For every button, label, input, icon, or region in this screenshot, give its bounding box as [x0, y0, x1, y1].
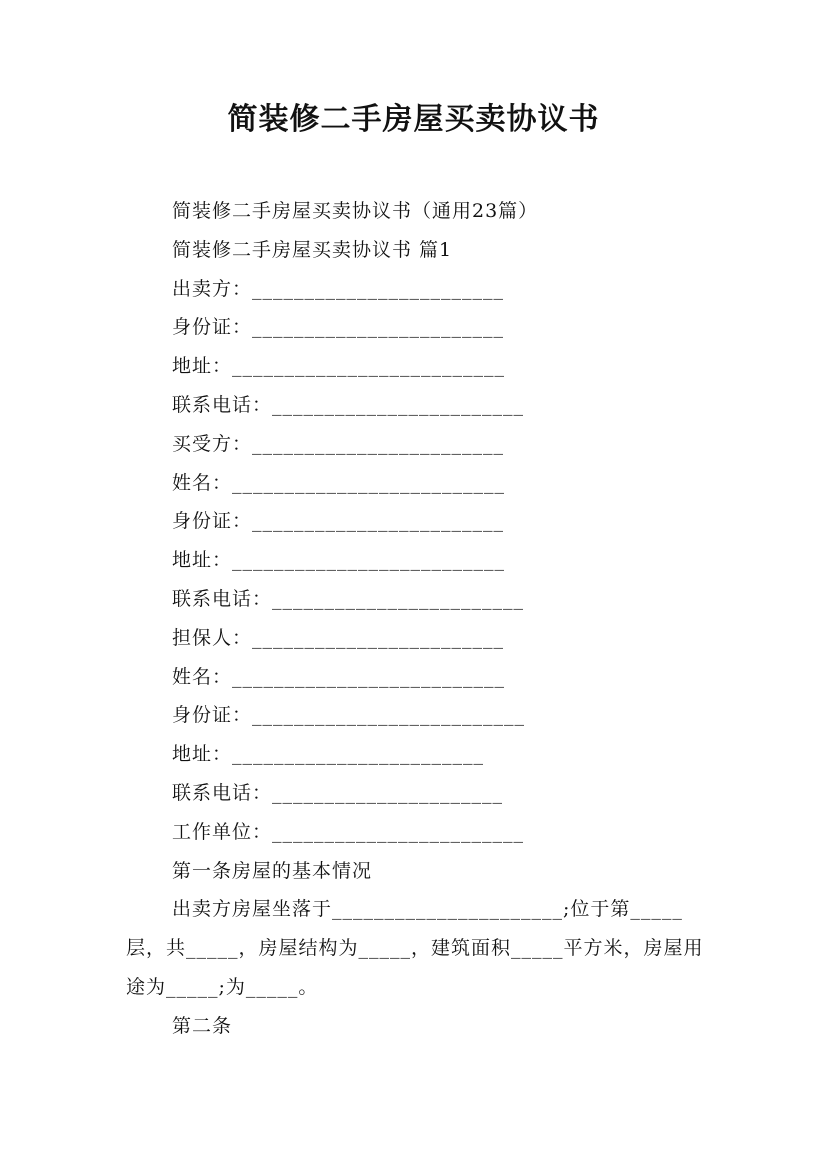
guarantor-name-line: 姓名：__________________________ [172, 665, 506, 688]
buyer-id-line: 身份证：________________________ [172, 510, 505, 533]
guarantor-label-line: 担保人：________________________ [172, 626, 505, 649]
seller-phone-line: 联系电话：________________________ [172, 393, 525, 416]
buyer-phone-line: 联系电话：________________________ [172, 587, 525, 610]
seller-address-line: 地址：__________________________ [172, 355, 506, 378]
article-two-heading: 第二条 [172, 1014, 233, 1037]
document-title: 简装修二手房屋买卖协议书 [227, 102, 600, 137]
seller-id-line: 身份证：________________________ [172, 316, 505, 339]
guarantor-phone-line: 联系电话：______________________ [172, 781, 504, 804]
document-body [126, 192, 716, 1046]
buyer-address-line: 地址：__________________________ [172, 549, 506, 572]
buyer-name-line: 姓名：__________________________ [172, 471, 506, 494]
body-line: 简装修二手房屋买卖协议书 篇1 [172, 238, 453, 261]
body-line: 简装修二手房屋买卖协议书（通用23篇） [172, 200, 539, 222]
guarantor-employer-line: 工作单位：________________________ [172, 820, 525, 843]
buyer-label-line: 买受方：________________________ [172, 432, 505, 455]
article-one-paragraph: 出卖方房屋坐落于______________________;位于第_____层，共_____，房屋结构为_____，建筑面积_____平方米，房屋用途为_____;为_____。 [126, 898, 704, 998]
guarantor-address-line: 地址：________________________ [172, 743, 485, 766]
guarantor-id-line: 身份证：__________________________ [172, 704, 526, 727]
seller-label-line: 出卖方：________________________ [172, 277, 505, 300]
article-one-heading: 第一条房屋的基本情况 [172, 859, 373, 882]
